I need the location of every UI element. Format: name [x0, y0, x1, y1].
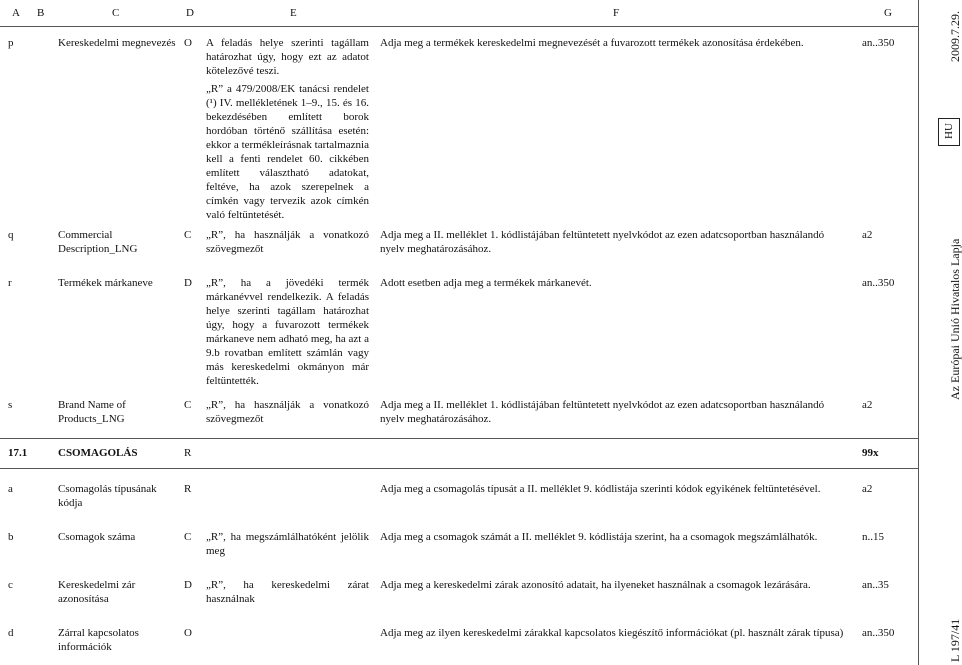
status-code: R [184, 483, 192, 495]
condition-text: „R”, ha kereskedelmi zárat használnak [206, 579, 369, 605]
format-code: n..15 [862, 531, 884, 543]
row-code: s [8, 399, 13, 411]
row-code: p [8, 37, 14, 49]
field-name: Csomagok száma [58, 531, 136, 543]
status-code: C [184, 399, 192, 411]
col-header-c: C [112, 7, 120, 19]
format-code: an..350 [862, 277, 895, 289]
status-code: C [184, 229, 192, 241]
status-code: C [184, 531, 192, 543]
instruction-text: Adja meg a II. melléklet 1. kódlistájában feltüntetett nyelvkódot az ezen adatcsoportban használandó nyelv meghatározásához. [380, 399, 825, 425]
instruction-text: Adja meg a II. melléklet 1. kódlistájában feltüntetett nyelvkódot az ezen adatcsoportban használandó nyelv meghatározásához. [380, 229, 825, 255]
row-code: r [8, 277, 12, 289]
status-code: D [184, 277, 192, 289]
instruction-text: Adott esetben adja meg a termékek márkanevét. [380, 277, 592, 289]
margin-divider [918, 0, 919, 665]
field-name: Kereskedelmi megnevezés [58, 37, 176, 49]
field-name: Commercial Description_LNG [58, 229, 138, 255]
format-code: a2 [862, 229, 873, 241]
col-header-b: B [37, 7, 45, 19]
journal-title: Az Európai Unió Hivatalos Lapja [948, 238, 962, 400]
status-code: R [184, 447, 192, 459]
language-code: HU [943, 123, 955, 139]
col-header-e: E [290, 7, 297, 19]
condition-text-2: „R” a 479/2008/EK tanácsi rendelet (¹) IV. mellékletének 1–9., 15. és 16. bekezdésében említett borok hordóban történő szállítása esetén: ekkor a termékleírásnak tartalmaznia kell a fenti rendelet 60. cikkében említett választható adatokat, feltéve, ha azok szerepelnek a címkén vagy tervezik azok címkén való feltüntetését. [206, 83, 369, 221]
format-code: an..350 [862, 37, 895, 49]
language-box [938, 118, 960, 146]
col-header-f: F [613, 7, 620, 19]
row-code: d [8, 627, 14, 639]
section-divider [0, 468, 918, 469]
instruction-text: Adja meg a kereskedelmi zárak azonosító adatait, ha ilyeneket használnak a csomagok lezárására. [380, 579, 811, 591]
status-code: D [184, 579, 192, 591]
instruction-text: Adja meg a termékek kereskedelmi megnevezését a fuvarozott termékek azonosítása érdekében. [380, 37, 804, 49]
row-code: b [8, 531, 14, 543]
format-code: a2 [862, 399, 873, 411]
publication-date: 2009.7.29. [948, 11, 962, 62]
status-code: O [184, 627, 192, 639]
format-code: a2 [862, 483, 873, 495]
field-name: Termékek márkaneve [58, 277, 153, 289]
instruction-text: Adja meg az ilyen kereskedelmi zárakkal kapcsolatos kiegészítő információkat (pl. használt zárak típusa) [380, 627, 844, 639]
page-reference: L 197/41 [948, 618, 962, 662]
section-divider [0, 438, 918, 439]
col-header-g: G [884, 7, 892, 19]
field-name: Brand Name of Products_LNG [58, 399, 126, 425]
col-header-d: D [186, 7, 194, 19]
format-code: an..35 [862, 579, 889, 591]
condition-text: A feladás helye szerinti tagállam határozhat úgy, hogy ezt az adatot kötelezővé teszi. [206, 37, 369, 77]
instruction-text: Adja meg a csomagolás típusát a II. melléklet 9. kódlistája szerinti kódok egyikének feltüntetésével. [380, 483, 821, 495]
field-name: Kereskedelmi zár azonosítása [58, 579, 136, 605]
format-code: an..350 [862, 627, 895, 639]
row-code: q [8, 229, 14, 241]
condition-text: „R”, ha használják a vonatkozó szövegmezőt [206, 399, 369, 425]
format-code: 99x [862, 447, 879, 459]
field-name: Zárral kapcsolatos információk [58, 627, 139, 653]
section-title: CSOMAGOLÁS [58, 447, 138, 459]
field-name: Csomagolás típusának kódja [58, 483, 157, 509]
condition-text: „R”, ha használják a vonatkozó szövegmezőt [206, 229, 369, 255]
instruction-text: Adja meg a csomagok számát a II. melléklet 9. kódlistája szerint, ha a csomagok megszámlálhatók. [380, 531, 818, 543]
section-code: 17.1 [8, 447, 28, 459]
col-header-a: A [12, 7, 20, 19]
status-code: O [184, 37, 192, 49]
row-code: a [8, 483, 13, 495]
condition-text: „R”, ha a jövedéki termék márkanévvel rendelkezik. A feladás helye szerinti tagállam határozhat úgy, hogy a fuvarozott termékek márkaneve nem adható meg, ha azt a 9.b rovatban említett számlán vagy más kereskedelmi okmányon már feltüntették. [206, 277, 369, 387]
row-code: c [8, 579, 13, 591]
condition-text: „R”, ha megszámlálhatóként jelölik meg [206, 531, 369, 557]
table-header [0, 0, 918, 27]
